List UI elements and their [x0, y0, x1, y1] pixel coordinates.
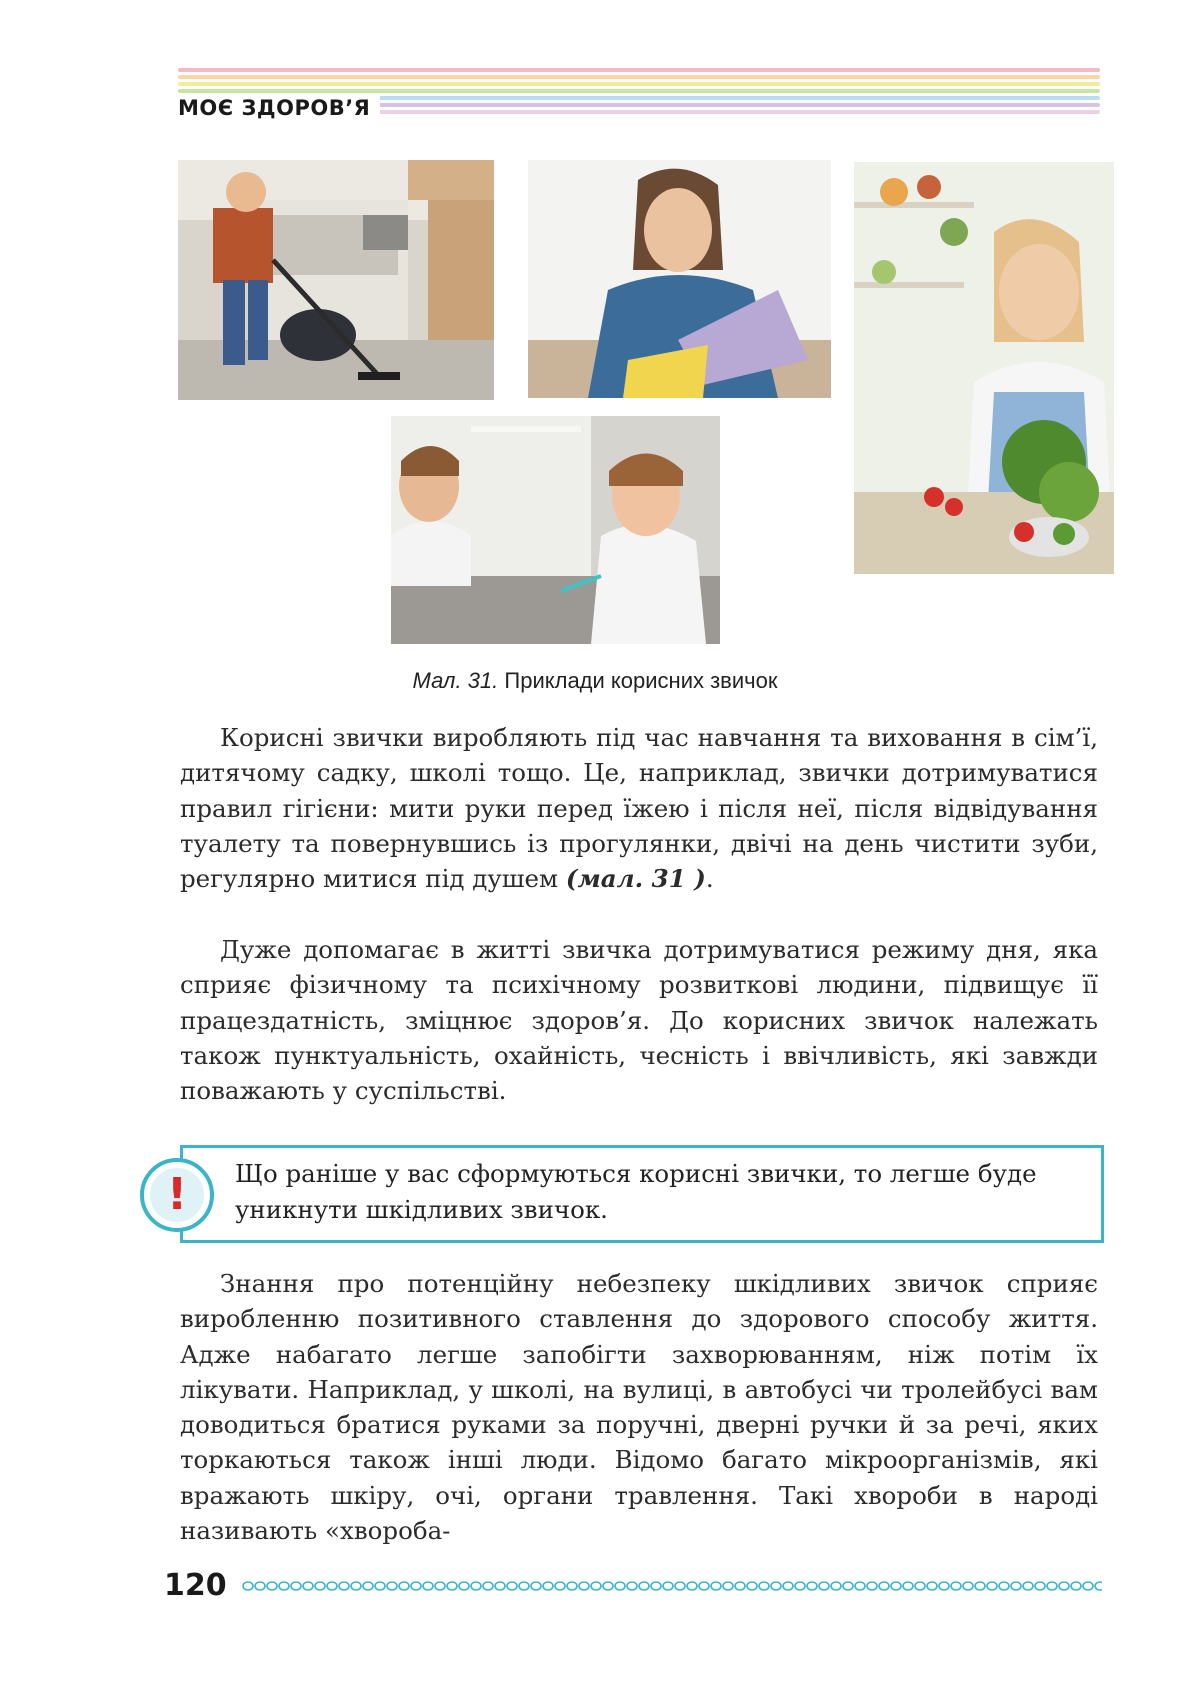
paragraph-1-text: Корисні звички виробляють під час навчання та виховання в сім’ї, дитячому садку, школі тощо. Це, наприклад, звички дотримуватися правил гігієни: мити руки перед їжею і після неї, після відвідування туалету та повернувшись із прогулянки, двічі на день чистити зуби, регулярно митися під душем	[180, 723, 1098, 894]
notice-box	[180, 1145, 1104, 1243]
paragraph-3: Знання про потенційну небезпеку шкідливих звичок сприяє виробленню позитивного ставлення до здорового способу життя. Адже набагато легше запобігти захворюванням, ніж потім їх лікувати. Наприклад, у школі, на вулиці, в автобусі чи тролейбусі вам доводиться братися руками за поручні, дверні ручки й за речі, яких торкаються також інші люди. Відомо багато мікроорганізмів, які вражають шкіру, очі, органи травлення. Такі хвороби в народі називають «хвороба-	[180, 1269, 1098, 1546]
photo-boy-vacuuming	[178, 160, 494, 400]
figure-reference: (мал. 31 )	[565, 864, 706, 894]
footer-decorative-line	[242, 1578, 1102, 1594]
page-number: 120	[164, 1568, 227, 1603]
figure-caption-label: Мал. 31.	[412, 668, 499, 693]
exclamation-icon	[140, 1158, 214, 1232]
exclamation-mark: !	[166, 1169, 188, 1220]
figure-caption	[0, 668, 1190, 694]
figure-caption-text: Приклади корисних звичок	[498, 668, 778, 693]
paragraph-2: Дуже допомагає в житті звичка дотримуватися режиму дня, яка сприяє фізичному та психічному розвиткові людини, підвищує її працездатність, зміцнює здоров’я. До корисних звичок належать також пунктуальність, охайність, чесність і ввічливість, які завжди поважають у суспільстві.	[180, 935, 1098, 1106]
photo-girl-reading	[528, 160, 831, 398]
paragraph-1	[180, 720, 1098, 896]
photo-girl-cooking	[854, 162, 1114, 574]
section-title: МОЄ ЗДОРОВ’Я	[178, 96, 380, 120]
paragraph-1-end: .	[705, 864, 714, 894]
notice-text: Що раніше у вас сформуються корисні звички, то легше буде уникнути шкідливих звичок.	[235, 1159, 1037, 1224]
photo-boy-brushing-teeth	[391, 416, 720, 644]
